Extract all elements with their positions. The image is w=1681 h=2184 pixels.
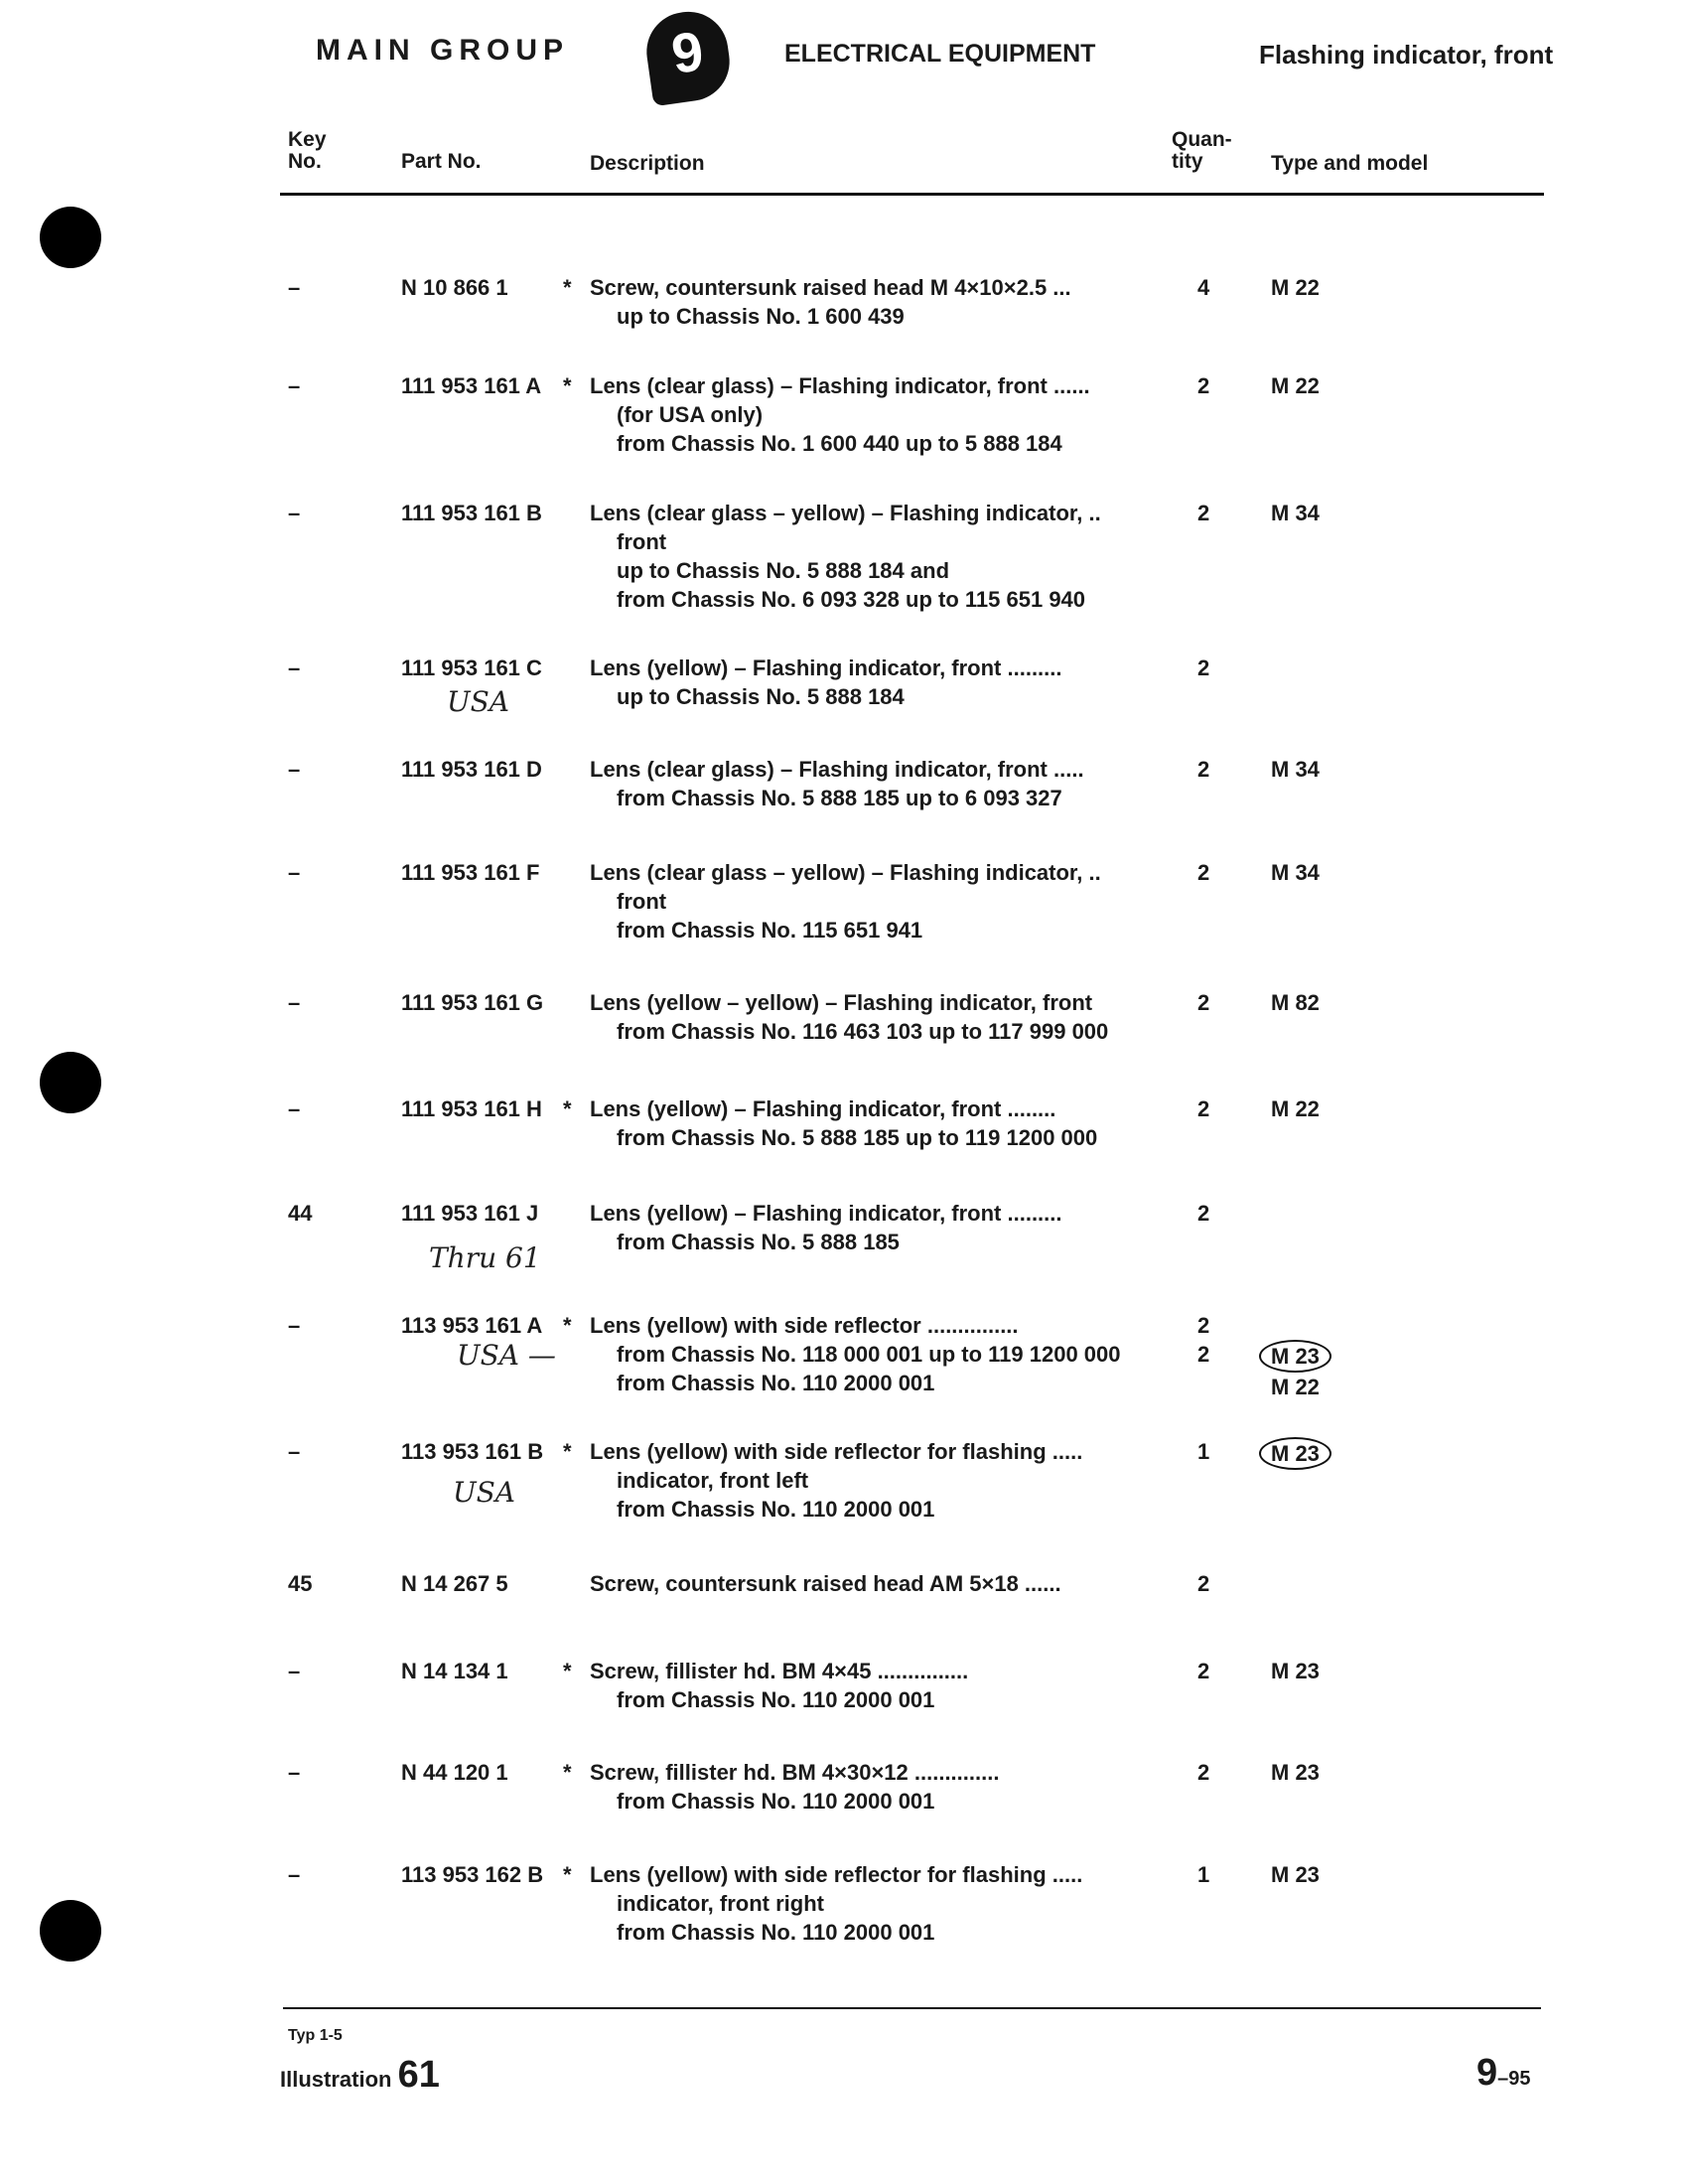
quantity-value: 1 [1197, 1439, 1210, 1464]
description-line: from Chassis No. 6 093 328 up to 115 651 940 [617, 587, 1086, 612]
type-model-text: M 23 [1271, 1760, 1320, 1785]
quantity [1197, 499, 1209, 527]
description-line: from Chassis No. 5 888 185 up to 6 093 327 [617, 786, 1062, 810]
part-number: 111 953 161 C [401, 655, 542, 680]
description-line: Screw, countersunk raised head AM 5×18 ...... [590, 1571, 1061, 1596]
type-model [1271, 1094, 1320, 1123]
type-model [1271, 988, 1320, 1017]
key-number: 44 [288, 1201, 313, 1226]
type-model-value [1271, 654, 1277, 682]
subject-title: Flashing indicator, front [1259, 40, 1554, 70]
quantity-value: 2 [1197, 990, 1210, 1015]
type-model-value [1271, 1758, 1320, 1787]
description-line: Lens (yellow – yellow) – Flashing indicator, front [590, 990, 1093, 1015]
description-line: from Chassis No. 110 2000 001 [617, 1789, 935, 1814]
description-line: from Chassis No. 1 600 440 up to 5 888 184 [617, 431, 1062, 456]
page-number [1476, 2052, 1531, 2095]
key-number: – [288, 1313, 301, 1338]
quantity [1197, 1758, 1209, 1787]
group-number-badge: 9 [641, 7, 735, 107]
part-number: 111 953 161 D [401, 757, 542, 782]
description-line: from Chassis No. 118 000 001 up to 119 1200 000 [617, 1342, 1121, 1367]
asterisk-marker: * [563, 1439, 572, 1464]
description [590, 273, 1166, 331]
asterisk-marker: * [563, 1659, 572, 1683]
type-model-text: M 34 [1271, 501, 1320, 525]
description-line: from Chassis No. 116 463 103 up to 117 999 000 [617, 1019, 1109, 1044]
col-qty-line2: tity [1172, 150, 1203, 173]
part-number: 111 953 161 B [401, 501, 542, 525]
description [590, 1094, 1166, 1152]
type-model-value [1271, 1311, 1331, 1340]
description-line: from Chassis No. 5 888 185 [617, 1230, 900, 1254]
type-model-value [1271, 1657, 1320, 1685]
type-model-text: M 23 [1271, 1862, 1320, 1887]
type-model [1271, 371, 1320, 400]
description [590, 1199, 1166, 1256]
description-line: Lens (yellow) with side reflector ............... [590, 1313, 1019, 1338]
type-model-text: M 34 [1271, 860, 1320, 885]
type-model-text: M 34 [1271, 757, 1320, 782]
col-qty-line1: Quan- [1172, 128, 1232, 151]
description-line: up to Chassis No. 5 888 184 [617, 684, 905, 709]
description [590, 1758, 1166, 1816]
handwritten-note: USA — [457, 1339, 556, 1372]
description-line: up to Chassis No. 1 600 439 [617, 304, 905, 329]
col-key-line1: Key [288, 128, 327, 151]
type-model-value [1271, 1437, 1331, 1470]
illustration-label: Illustration [280, 2067, 392, 2092]
description-line: Lens (clear glass – yellow) – Flashing indicator, .. [590, 501, 1101, 525]
description [590, 1311, 1166, 1397]
illustration-number: 61 [397, 2054, 440, 2096]
quantity [1197, 988, 1209, 1017]
key-number: 45 [288, 1571, 313, 1596]
description-line: up to Chassis No. 5 888 184 and [617, 558, 950, 583]
handwritten-note: USA [447, 685, 509, 718]
key-number: – [288, 1659, 301, 1683]
key-number: – [288, 655, 301, 680]
description [590, 1437, 1166, 1524]
description [590, 371, 1166, 458]
col-key-line2: No. [288, 150, 322, 173]
key-number: – [288, 1862, 301, 1887]
type-model-value [1271, 1340, 1331, 1373]
description-line: from Chassis No. 5 888 185 up to 119 1200 000 [617, 1125, 1098, 1150]
part-number: 111 953 161 F [401, 860, 540, 885]
type-model [1271, 1860, 1320, 1889]
key-number: – [288, 275, 301, 300]
description-line: indicator, front left [617, 1468, 809, 1493]
description-line: Lens (yellow) with side reflector for flashing ..... [590, 1439, 1083, 1464]
quantity [1197, 1311, 1209, 1369]
quantity-value: 2 [1197, 1659, 1210, 1683]
quantity [1197, 1657, 1209, 1685]
type-model [1271, 1199, 1277, 1228]
description-line: Lens (yellow) with side reflector for flashing ..... [590, 1862, 1083, 1887]
type-model-value [1271, 1373, 1331, 1401]
description-line: from Chassis No. 110 2000 001 [617, 1920, 935, 1945]
quantity-value: 4 [1197, 275, 1210, 300]
quantity-value: 2 [1197, 860, 1210, 885]
type-model [1271, 654, 1277, 682]
quantity [1197, 755, 1209, 784]
quantity-value: 2 [1197, 1571, 1210, 1596]
col-type-model: Type and model [1271, 152, 1429, 175]
quantity-value: 2 [1197, 1201, 1210, 1226]
type-model [1271, 273, 1320, 302]
part-number: N 10 866 1 [401, 275, 508, 300]
description-line: Lens (yellow) – Flashing indicator, front ........ [590, 1096, 1056, 1121]
quantity-value: 2 [1197, 1760, 1210, 1785]
asterisk-marker: * [563, 1096, 572, 1121]
description-line: indicator, front right [617, 1891, 824, 1916]
description-line: Screw, fillister hd. BM 4×30×12 .............. [590, 1760, 1000, 1785]
handwritten-note: USA [453, 1476, 515, 1509]
key-number: – [288, 860, 301, 885]
col-quantity [1172, 129, 1232, 173]
description [590, 1569, 1166, 1598]
asterisk-marker: * [563, 373, 572, 398]
type-model [1271, 499, 1320, 527]
key-number: – [288, 1096, 301, 1121]
quantity-value: 2 [1197, 1096, 1210, 1121]
key-number: – [288, 1439, 301, 1464]
binder-hole-bottom [40, 1900, 101, 1962]
key-number: – [288, 757, 301, 782]
part-number: N 14 267 5 [401, 1571, 508, 1596]
description [590, 988, 1166, 1046]
part-number: N 44 120 1 [401, 1760, 508, 1785]
type-model-text: M 22 [1271, 1096, 1320, 1121]
type-model-text: M 22 [1271, 1375, 1320, 1399]
type-model-value [1271, 1199, 1277, 1228]
description [590, 858, 1166, 945]
quantity [1197, 1094, 1209, 1123]
quantity-value: 2 [1197, 757, 1210, 782]
description [590, 755, 1166, 812]
part-number: 113 953 161 B [401, 1439, 544, 1464]
type-model-value [1271, 1860, 1320, 1889]
type-model [1271, 1657, 1320, 1685]
description-line: Lens (clear glass) – Flashing indicator, front ..... [590, 757, 1084, 782]
type-model [1271, 1569, 1277, 1598]
header-rule [280, 193, 1544, 196]
quantity-value: 1 [1197, 1862, 1210, 1887]
part-number: 113 953 162 B [401, 1862, 544, 1887]
type-model-value [1271, 273, 1320, 302]
col-key-no [288, 129, 327, 173]
key-number: – [288, 1760, 301, 1785]
description-line: from Chassis No. 110 2000 001 [617, 1687, 935, 1712]
binder-hole-middle [40, 1052, 101, 1113]
type-model-value [1271, 988, 1320, 1017]
description-line: Lens (yellow) – Flashing indicator, front ......... [590, 1201, 1062, 1226]
description-line: front [617, 529, 667, 554]
type-model-text: M 23 [1259, 1340, 1331, 1373]
section-title: ELECTRICAL EQUIPMENT [784, 40, 1096, 68]
key-number: – [288, 373, 301, 398]
type-model [1271, 1758, 1320, 1787]
description-line: Lens (clear glass – yellow) – Flashing indicator, .. [590, 860, 1101, 885]
asterisk-marker: * [563, 1760, 572, 1785]
asterisk-marker: * [563, 275, 572, 300]
quantity-value: 2 [1197, 1313, 1210, 1338]
quantity [1197, 1569, 1209, 1598]
type-model-value [1271, 755, 1320, 784]
quantity-value: 2 [1197, 655, 1210, 680]
col-part-no: Part No. [401, 150, 482, 173]
type-model-value [1271, 499, 1320, 527]
quantity [1197, 371, 1209, 400]
description-line: Lens (yellow) – Flashing indicator, front ......... [590, 655, 1062, 680]
type-model-value [1271, 1094, 1320, 1123]
part-number: 111 953 161 J [401, 1201, 539, 1226]
page-number-main: 9 [1476, 2052, 1498, 2094]
quantity [1197, 858, 1209, 887]
description-line: from Chassis No. 110 2000 001 [617, 1497, 935, 1522]
quantity [1197, 1199, 1209, 1228]
quantity [1197, 273, 1209, 302]
description-line: front [617, 889, 667, 914]
description [590, 654, 1166, 711]
page-number-sub: –95 [1497, 2068, 1531, 2090]
part-number: 111 953 161 A [401, 373, 542, 398]
part-number: 113 953 161 A [401, 1313, 543, 1338]
col-description: Description [590, 152, 705, 175]
description [590, 1860, 1166, 1947]
footer-rule [283, 2007, 1541, 2009]
key-number: – [288, 501, 301, 525]
type-model-value [1271, 1569, 1277, 1598]
type-model [1271, 1311, 1331, 1401]
footer-type: Typ 1-5 [288, 2027, 343, 2044]
type-model-value [1271, 371, 1320, 400]
type-model [1271, 858, 1320, 887]
type-model-text: M 22 [1271, 275, 1320, 300]
main-group-title: MAIN GROUP [316, 34, 569, 67]
type-model-text: M 23 [1259, 1437, 1331, 1470]
description [590, 499, 1166, 614]
type-model [1271, 1437, 1331, 1470]
part-number: 111 953 161 G [401, 990, 544, 1015]
quantity [1197, 1437, 1209, 1466]
key-number: – [288, 990, 301, 1015]
description-line: (for USA only) [617, 402, 764, 427]
quantity [1197, 654, 1209, 682]
description-line: Screw, countersunk raised head M 4×10×2.5 ... [590, 275, 1071, 300]
part-number: 111 953 161 H [401, 1096, 542, 1121]
footer-illustration [280, 2054, 440, 2097]
asterisk-marker: * [563, 1313, 572, 1338]
asterisk-marker: * [563, 1862, 572, 1887]
binder-hole-top [40, 207, 101, 268]
handwritten-note: Thru 61 [429, 1241, 541, 1274]
description-line: Screw, fillister hd. BM 4×45 ............... [590, 1659, 969, 1683]
quantity-value: 2 [1197, 373, 1210, 398]
type-model-text: M 22 [1271, 373, 1320, 398]
quantity-value: 2 [1197, 1342, 1210, 1367]
quantity [1197, 1860, 1209, 1889]
type-model-text: M 23 [1271, 1659, 1320, 1683]
part-number: N 14 134 1 [401, 1659, 508, 1683]
type-model [1271, 755, 1320, 784]
quantity-value: 2 [1197, 501, 1210, 525]
type-model-value [1271, 858, 1320, 887]
description-line: from Chassis No. 110 2000 001 [617, 1371, 935, 1395]
description-line: Lens (clear glass) – Flashing indicator, front ...... [590, 373, 1090, 398]
type-model-text: M 82 [1271, 990, 1320, 1015]
description [590, 1657, 1166, 1714]
description-line: from Chassis No. 115 651 941 [617, 918, 923, 943]
